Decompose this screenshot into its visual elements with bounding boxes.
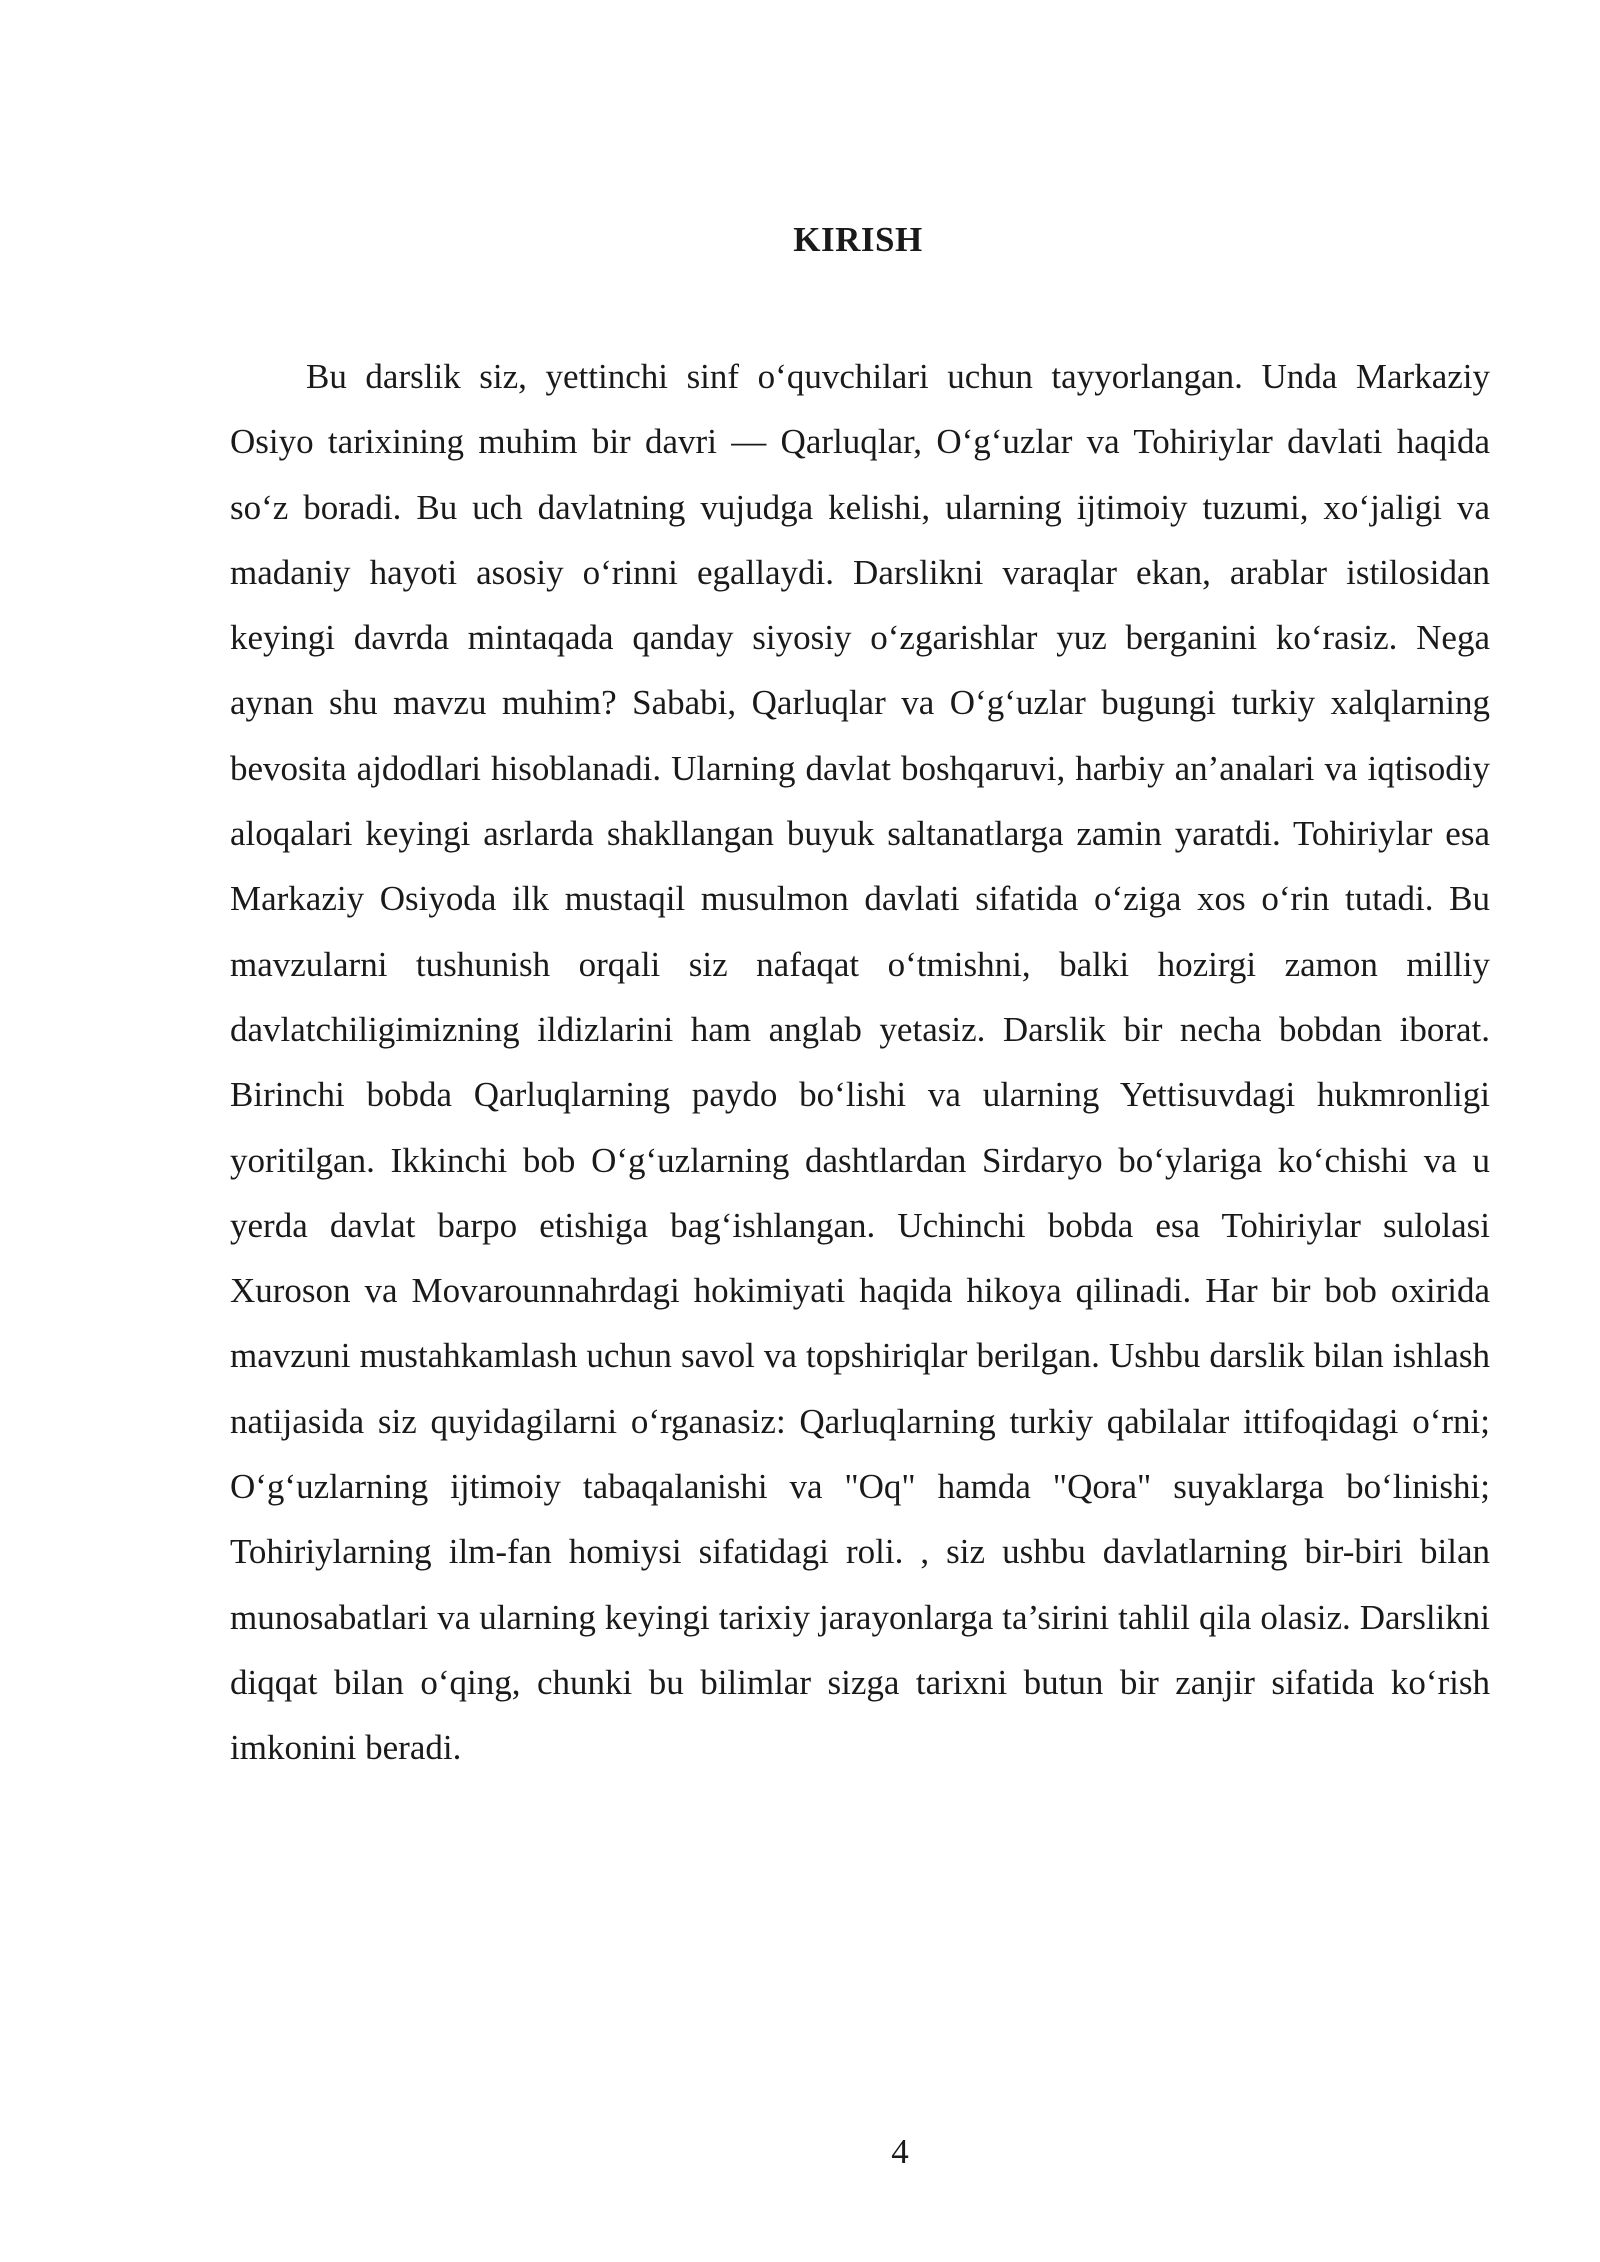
body-paragraph: Bu darslik siz, yettinchi sinf o‘quvchilari uchun tayyorlangan. Unda Markaziy Osiyo tarixining muhim bir davri — Qarluqlar, O‘g‘uzlar va Tohiriylar davlati haqida so‘z boradi. Bu uch davlatning vujudga kelishi, ularning ijtimoiy tuzumi, xo‘jaligi va madaniy hayoti asosiy o‘rinni egallaydi. Darslikni varaqlar ekan, arablar istilosidan keyingi davrda mintaqada qanday siyosiy o‘zgarishlar yuz berganini ko‘rasiz. Nega aynan shu mavzu muhim? Sababi, Qarluqlar va O‘g‘uzlar bugungi turkiy xalqlarning bevosita ajdodlari hisoblanadi. Ularning davlat boshqaruvi, harbiy an’analari va iqtisodiy aloqalari keyingi asrlarda shakllangan buyuk saltanatlarga zamin yaratdi. Tohiriylar esa Markaziy Osiyoda ilk mustaqil musulmon davlati sifatida o‘ziga xos o‘rin tutadi. Bu mavzularni tushunish orqali siz nafaqat o‘tmishni, balki hozirgi zamon milliy davlatchiligimizning ildizlarini ham anglab yetasiz. Darslik bir necha bobdan iborat. Birinchi bobda Qarluqlarning paydo bo‘lishi va ularning Yettisuvdagi hukmronligi yoritilgan. Ikkinchi bob O‘g‘uzlarning dashtlardan Sirdaryo bo‘ylariga ko‘chishi va u yerda davlat barpo etishiga bag‘ishlangan. Uchinchi bobda esa Tohiriylar sulolasi Xuroson va Movarounnahrdagi hokimiyati haqida hikoya qilinadi. Har bir bob oxirida mavzuni mustahkamlash uchun savol va topshiriqlar berilgan. Ushbu darslik bilan ishlash natijasida siz quyidagilarni o‘rganasiz: Qarluqlarning turkiy qabilalar ittifoqidagi o‘rni; O‘g‘uzlarning ijtimoiy tabaqalanishi va "Oq" hamda "Qora" suyaklarga bo‘linishi; Tohiriylarning ilm-fan homiysi sifatidagi roli. , siz ushbu davlatlarning bir-biri bilan munosabatlari va ularning keyingi tarixiy jarayonlarga ta’sirini tahlil qila olasiz. Darslikni diqqat bilan o‘qing, chunki bu bilimlar sizga tarixni butun bir zanjir sifatida ko‘rish imkonini beradi. [230,357,1490,1768]
page-number: 4 [891,2132,909,2171]
page-title: KIRISH [793,220,923,259]
